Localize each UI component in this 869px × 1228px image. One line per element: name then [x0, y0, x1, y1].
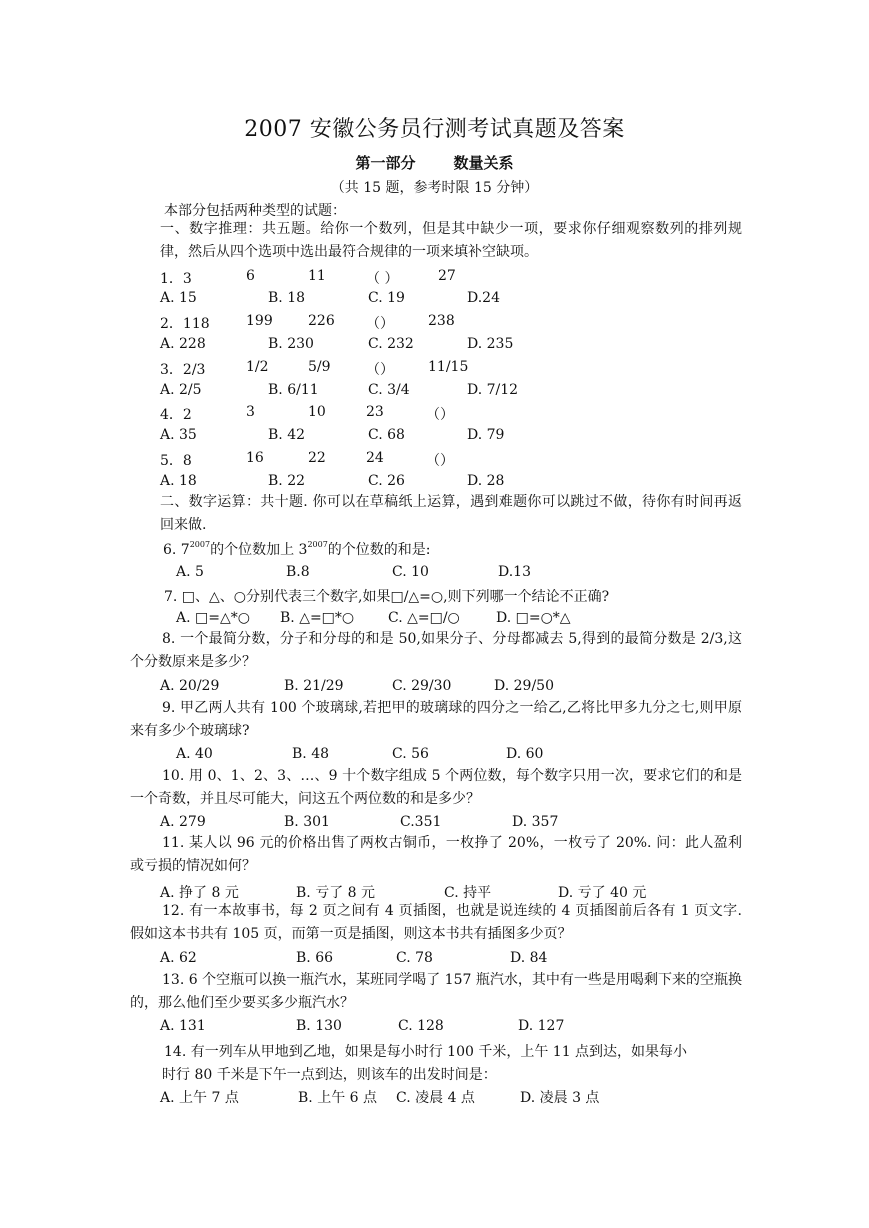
option-b: B. 130	[296, 1018, 342, 1034]
part-heading	[0, 152, 869, 173]
q6-suffix: 的个位数的和是:	[327, 542, 431, 558]
option-d: D.24	[467, 290, 500, 306]
option-b: B. 上午 6 点	[298, 1090, 377, 1106]
question-10: 10. 用 0、1、2、3、…、9 十个数字组成 5 个两位数，每个数字只用一次，要求它们的和是一个奇数，并且尽可能大，问这五个两位数的和是多少？	[130, 768, 742, 807]
section2-description: 二、数字运算：共十题. 你可以在草稿纸上运算，遇到难题你可以跳过不做，待你有时间再返回来做.	[160, 494, 742, 533]
q6-exponent-2: 2007	[307, 540, 328, 549]
term: 1/2	[246, 359, 269, 375]
option-c: C. 78	[396, 950, 433, 966]
option-b: B. 42	[268, 427, 306, 443]
option-a: A. 20/29	[160, 678, 220, 694]
term: 3	[246, 404, 255, 420]
question-12: 12. 有一本故事书，每 2 页之间有 4 页插图，也就是说连续的 4 页插图前后各有 1 页文字. 假如这本书共有 105 页，而第一页是插图，则这本书共有插图多少页？	[130, 903, 742, 942]
option-c: C. 10	[392, 564, 429, 580]
term: 22	[308, 450, 326, 466]
term: 27	[438, 268, 456, 284]
option-d: D. 28	[467, 473, 505, 489]
question-7: 7. □、△、○分别代表三个数字,如果□/△=○,则下列哪一个结论不正确?	[164, 589, 610, 605]
option-b: B. 6/11	[268, 382, 319, 398]
option-c: C. 26	[368, 473, 405, 489]
option-a: A. 5	[176, 564, 204, 580]
option-a: A. □=△*○	[176, 610, 250, 626]
option-a: A. 40	[176, 746, 213, 762]
option-a: A. 279	[160, 814, 206, 830]
option-c: C. △=□/○	[388, 610, 460, 626]
option-a: A. 62	[160, 950, 197, 966]
option-a: A. 228	[160, 336, 206, 352]
option-c: C. 29/30	[392, 678, 452, 694]
option-a: A. 上午 7 点	[160, 1090, 239, 1106]
option-a: A. 2/5	[160, 382, 202, 398]
section1-description: 一、数字推理：共五题。给你一个数列，但是其中缺少一项，要求你仔细观察数列的排列规律，然后从四个选项中选出最符合规律的一项来填补空缺项。	[160, 221, 742, 260]
term: 11/15	[428, 359, 469, 375]
question-9: 9. 甲乙两人共有 100 个玻璃球,若把甲的玻璃球的四分之一给乙,乙将比甲多九分之七,则甲原来有多少个玻璃球?	[130, 700, 742, 739]
option-b: B. 66	[296, 950, 334, 966]
question-8: 8. 一个最简分数，分子和分母的和是 50,如果分子、分母都减去 5,得到的最简分数是 2/3,这个分数原来是多少？	[130, 631, 742, 670]
term: 5/9	[308, 359, 331, 375]
term: 238	[428, 313, 455, 329]
option-c: C. 68	[368, 427, 405, 443]
term: （）	[426, 407, 454, 423]
term: 11	[308, 268, 326, 284]
q6-exponent-1: 2007	[189, 540, 211, 549]
option-b: B. △=□*○	[280, 610, 355, 626]
option-b: B. 亏了 8 元	[296, 885, 375, 901]
part-label: 第一部分	[355, 154, 416, 172]
term: （）	[366, 316, 394, 332]
term: （）	[366, 362, 394, 378]
question-14-line-1: 14. 有一列车从甲地到乙地，如果是每小时行 100 千米，上午 11 点到达，如果每小	[164, 1044, 688, 1060]
option-d: D. 凌晨 3 点	[520, 1090, 600, 1106]
option-c: C. 凌晨 4 点	[396, 1090, 475, 1106]
option-d: D. 79	[467, 427, 505, 443]
option-c: C. 232	[368, 336, 414, 352]
term: 1．3	[160, 271, 192, 287]
term: （ ）	[366, 271, 399, 287]
term: 199	[246, 313, 273, 329]
option-c: C. 3/4	[368, 382, 410, 398]
option-d: D. 29/50	[494, 678, 554, 694]
term: 5．8	[160, 453, 192, 469]
option-d: D. 235	[467, 336, 514, 352]
term: 16	[246, 450, 264, 466]
option-b: B. 22	[268, 473, 306, 489]
term: 10	[308, 404, 326, 420]
option-b: B. 230	[268, 336, 314, 352]
option-c: C. 128	[398, 1018, 444, 1034]
part-name: 数量关系	[453, 154, 514, 172]
option-c: C. 19	[368, 290, 405, 306]
option-b: B.8	[286, 564, 310, 580]
option-a: A. 131	[160, 1018, 206, 1034]
option-d: D. 7/12	[467, 382, 519, 398]
question-6	[163, 539, 431, 559]
option-c: C.351	[400, 814, 442, 830]
option-c: C. 持平	[444, 885, 492, 901]
term: 4．2	[160, 407, 192, 423]
q6-mid: 的个位数加上 3	[210, 542, 308, 558]
term: 2．118	[160, 316, 210, 332]
option-b: B. 301	[284, 814, 330, 830]
option-a: A. 18	[160, 473, 197, 489]
question-13: 13. 6 个空瓶可以换一瓶汽水，某班同学喝了 157 瓶汽水，其中有一些是用喝剩下来的空瓶换的，那么他们至少要买多少瓶汽水？	[130, 972, 742, 1011]
option-a: A. 15	[160, 290, 197, 306]
option-a: A. 挣了 8 元	[160, 885, 239, 901]
option-c: C. 56	[392, 746, 429, 762]
question-14-line-2: 时行 80 千米是下午一点到达，则该车的出发时间是：	[162, 1067, 497, 1083]
option-d: D. 357	[512, 814, 559, 830]
option-d: D. 84	[510, 950, 548, 966]
term: 23	[366, 404, 384, 420]
option-d: D. 亏了 40 元	[558, 885, 647, 901]
q6-prefix: 6. 7	[163, 542, 190, 558]
question-11: 11. 某人以 96 元的价格出售了两枚古铜币，一枚挣了 20%，一枚亏了 20%. 问：此人盈利或亏损的情况如何？	[130, 835, 742, 874]
document-title: 2007 安徽公务员行测考试真题及答案	[244, 117, 625, 142]
option-b: B. 48	[292, 746, 330, 762]
option-d: D. 60	[506, 746, 544, 762]
option-b: B. 21/29	[284, 678, 344, 694]
option-d: D. □=○*△	[496, 610, 571, 626]
option-a: A. 35	[160, 427, 197, 443]
term: 3．2/3	[160, 362, 206, 378]
term: 6	[246, 268, 255, 284]
intro-text: 本部分包括两种类型的试题：	[164, 203, 346, 219]
option-b: B. 18	[268, 290, 306, 306]
part-note: （共 15 题，参考时限 15 分钟）	[330, 180, 539, 196]
term: 226	[308, 313, 335, 329]
option-d: D.13	[498, 564, 531, 580]
term: 24	[366, 450, 384, 466]
term: （）	[426, 453, 454, 469]
option-d: D. 127	[518, 1018, 565, 1034]
